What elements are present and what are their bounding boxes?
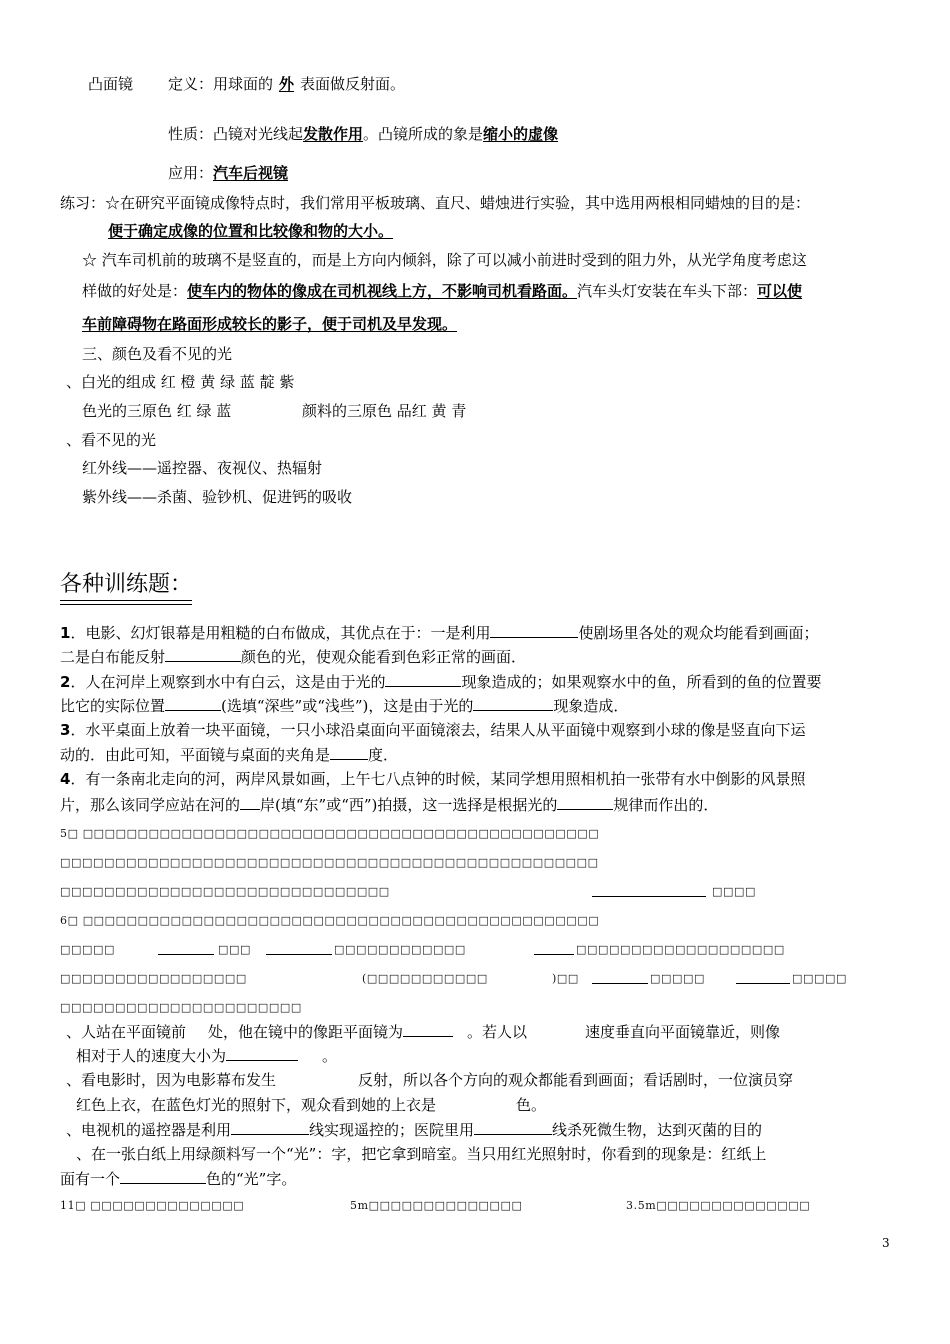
q5-line3-end: □□□□ [712, 885, 756, 898]
q5-line3: □□□□□□□□□□□□□□□□□□□□□□□□□□□□□□ [60, 885, 390, 898]
answer-blank[interactable] [120, 1168, 206, 1184]
q7-line1: 、人站在平面镜前 处，他在镜中的像距平面镜为 。若人以 速度垂直向平面镜靠近，则像 [66, 1023, 781, 1041]
ultraviolet: 紫外线——杀菌、验钞机、促进钙的吸收 [82, 488, 353, 506]
invisible-heading: 、看不见的光 [66, 431, 157, 449]
exercises-heading: 各种训练题： [60, 572, 193, 597]
answer-blank[interactable] [158, 939, 214, 955]
practice-1-answer: 便于确定成像的位置和比较像和物的大小。 [108, 222, 394, 240]
page-number: 3 [882, 1236, 890, 1250]
q10-line2: 面有一个 色的“光”字。 [60, 1170, 297, 1188]
primaries-pigment: 颜料的三原色 品红 黄 青 [302, 402, 467, 420]
q1-line2: 二是白布能反射 颜色的光，使观众能看到色彩正常的画面． [60, 648, 527, 666]
convex-application: 应用：汽车后视镜 [168, 164, 289, 182]
q3-line2: 动的．由此可知，平面镜与桌面的夹角是 度． [60, 746, 399, 764]
q6-line3d: □□□□□ [650, 972, 705, 985]
q5-line1: 5□ □□□□□□□□□□□□□□□□□□□□□□□□□□□□□□□□□□□□□□□□□□□□□□□ [60, 827, 600, 840]
q11-part-a: 11□ □□□□□□□□□□□□□□ [60, 1199, 245, 1212]
answer-blank[interactable] [330, 744, 368, 760]
convex-definition: 定义：用球面的 外 表面做反射面。 [168, 75, 406, 93]
answer-blank[interactable] [592, 881, 706, 897]
q6-line3c: )□□ [552, 972, 579, 985]
q6-line2c: □□□□□□□□□□□□ [334, 943, 466, 956]
answer-blank[interactable] [557, 794, 613, 810]
heading-underline-1 [60, 600, 192, 601]
q6-line4: □□□□□□□□□□□□□□□□□□□□□□ [60, 1001, 302, 1014]
practice-2-line3: 车前障碍物在路面形成较长的影子，便于司机及早发现。 [82, 315, 458, 333]
q4-line1: 4．有一条南北走向的河，两岸风景如画，上午七八点钟的时候，某同学想用照相机拍一张带有水中倒影的风景照 [60, 770, 806, 788]
answer-blank[interactable] [165, 695, 221, 711]
answer-blank[interactable] [403, 1021, 453, 1037]
q2-line1: 2．人在河岸上观察到水中有白云，这是由于光的 现象造成的；如果观察水中的鱼，所看到的鱼的位置要 [60, 673, 822, 691]
answer-blank[interactable] [490, 622, 578, 638]
q11-part-c: 3.5m□□□□□□□□□□□□□□ [626, 1199, 811, 1212]
color-heading: 三、颜色及看不见的光 [82, 345, 233, 363]
q6-line3b: (□□□□□□□□□□□ [362, 972, 488, 985]
practice-1: 练习：☆在研究平面镜成像特点时，我们常用平板玻璃、直尺、蜡烛进行实验，其中选用两根相同蜡烛的目的是： [60, 194, 811, 212]
answer-blank[interactable] [385, 671, 461, 687]
answer-blank[interactable] [592, 968, 648, 984]
q11-part-b: 5m□□□□□□□□□□□□□□ [350, 1199, 523, 1212]
answer-blank[interactable] [736, 968, 790, 984]
q6-line2b: □□□ [218, 943, 251, 956]
def-key: 外 [279, 75, 295, 93]
q6-line2a: □□□□□ [60, 943, 115, 956]
answer-blank[interactable] [474, 1119, 552, 1135]
answer-blank[interactable] [534, 939, 574, 955]
answer-blank[interactable] [226, 1045, 298, 1061]
q6-line3a: □□□□□□□□□□□□□□□□□ [60, 972, 247, 985]
q6-line3e: □□□□□ [792, 972, 847, 985]
q6-line2d: □□□□□□□□□□□□□□□□□□□ [576, 943, 785, 956]
answer-blank[interactable] [473, 695, 553, 711]
practice-2-line1: ☆ 汽车司机前的玻璃不是竖直的，而是上方向内倾斜，除了可以减小前进时受到的阻力外，从光学角度考虑这 [82, 251, 807, 269]
q4-line2: 片，那么该同学应站在河的 岸(填“东”或“西”)拍摄，这一选择是根据光的 规律而作出的． [60, 796, 719, 814]
answer-blank[interactable] [165, 646, 241, 662]
infrared: 红外线——遥控器、夜视仪、热辐射 [82, 459, 323, 477]
primaries-light: 色光的三原色 红 绿 蓝 [82, 402, 232, 420]
practice-2-line2: 样做的好处是：使车内的物体的像成在司机视线上方，不影响司机看路面。汽车头灯安装在车头下部：可以使 [82, 282, 803, 300]
convex-property: 性质：凸镜对光线起发散作用。凸镜所成的象是缩小的虚像 [168, 125, 559, 143]
q8-line2: 红色上衣，在蓝色灯光的照射下，观众看到她的上衣是 色。 [76, 1096, 547, 1114]
q7-line2: 相对于人的速度大小为 。 [76, 1047, 338, 1065]
q2-line2: 比它的实际位置 (选填“深些”或“浅些”)，这是由于光的 现象造成． [60, 697, 629, 715]
q3-line1: 3．水平桌面上放着一块平面镜，一只小球沿桌面向平面镜滚去，结果人从平面镜中观察到小球的像是竖直向下运 [60, 721, 806, 739]
q6-line1: 6□ □□□□□□□□□□□□□□□□□□□□□□□□□□□□□□□□□□□□□□□□□□□□□□□ [60, 914, 600, 927]
answer-blank[interactable] [231, 1119, 309, 1135]
q10-line1: 、在一张白纸上用绿颜料写一个“光”：字，把它拿到暗室。当只用红光照射时，你看到的现象是：红纸上 [76, 1145, 767, 1163]
convex-label: 凸面镜 [88, 75, 134, 93]
q8-line1: 、看电影时，因为电影幕布发生 反射，所以各个方向的观众都能看到画面；看话剧时，一位演员穿 [66, 1071, 794, 1089]
answer-blank[interactable] [240, 794, 260, 810]
heading-underline-2 [60, 604, 192, 605]
q1-line1: 1．电影、幻灯银幕是用粗糙的白布做成，其优点在于：一是利用 使剧场里各处的观众均能看到画面； [60, 624, 819, 642]
answer-blank[interactable] [266, 939, 332, 955]
q9-line1: 、电视机的遥控器是利用 线实现遥控的；医院里用 线杀死微生物，达到灭菌的目的 [66, 1121, 763, 1139]
white-light: 、白光的组成 红 橙 黄 绿 蓝 靛 紫 [66, 373, 295, 391]
q5-line2: □□□□□□□□□□□□□□□□□□□□□□□□□□□□□□□□□□□□□□□□□□□□□□□□□ [60, 856, 599, 869]
